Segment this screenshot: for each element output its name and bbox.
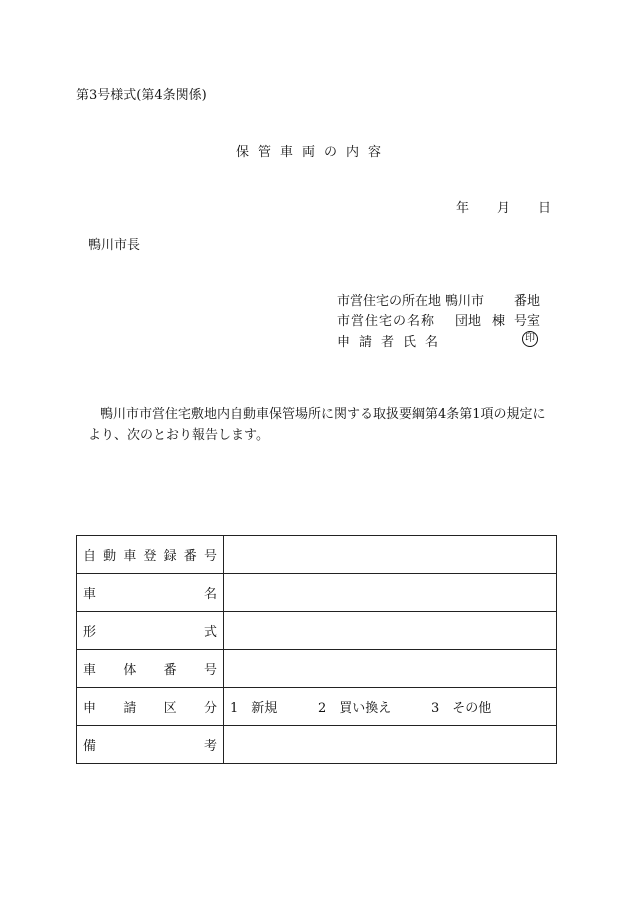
label-char: 名 — [203, 587, 217, 602]
label-char: 車 — [123, 549, 137, 564]
label-char: 号 — [203, 549, 217, 564]
chassis-number-value[interactable] — [224, 650, 557, 688]
remarks-label — [77, 726, 224, 764]
date-year: 年 — [456, 201, 470, 216]
label-char: 車 — [83, 663, 97, 678]
housing-location-label: 市営住宅の所在地 — [337, 294, 442, 309]
label-char: 考 — [203, 739, 217, 754]
form-number: 第3号様式(第4条関係) — [76, 88, 207, 103]
car-name-label — [77, 574, 224, 612]
application-type-options — [224, 688, 557, 726]
housing-location-suffix: 番地 — [514, 294, 541, 309]
model-label — [77, 612, 224, 650]
date-day: 日 — [538, 201, 552, 216]
label-char: 自 — [83, 549, 97, 564]
table-row — [77, 688, 557, 726]
option-replacement[interactable]: 2 買い換え — [318, 701, 392, 716]
label-char: 備 — [83, 739, 97, 754]
row-label-text — [83, 583, 217, 602]
table-row — [77, 726, 557, 764]
registration-number-value[interactable] — [224, 536, 557, 574]
label-char: 申 — [83, 701, 97, 716]
date-line — [456, 197, 551, 216]
body-text: 鴨川市市営住宅敷地内自動車保管場所に関する取扱要綱第4条第1項の規定により、次のとおり報告します。 — [88, 407, 546, 443]
table-row — [77, 536, 557, 574]
label-char: 区 — [163, 701, 177, 716]
housing-location-city: 鴨川市 — [445, 294, 485, 309]
label-char: 動 — [103, 549, 117, 564]
label-char: 車 — [83, 587, 97, 602]
car-name-value[interactable] — [224, 574, 557, 612]
chassis-number-label — [77, 650, 224, 688]
housing-name-danchi: 団地 — [455, 314, 482, 329]
application-type-label — [77, 688, 224, 726]
date-month: 月 — [497, 201, 511, 216]
table-row — [77, 612, 557, 650]
label-char: 形 — [83, 625, 97, 640]
row-label-text — [83, 697, 217, 716]
label-char: 録 — [163, 549, 177, 564]
row-label-text — [83, 621, 217, 640]
addressee: 鴨川市長 — [88, 238, 141, 253]
label-char: 請 — [123, 701, 137, 716]
label-char: 体 — [123, 663, 137, 678]
housing-name-building: 棟 — [492, 314, 506, 329]
model-value[interactable] — [224, 612, 557, 650]
label-char: 号 — [203, 663, 217, 678]
label-char: 番 — [183, 549, 197, 564]
option-other[interactable]: 3 その他 — [431, 701, 492, 716]
table-row — [77, 574, 557, 612]
remarks-value[interactable] — [224, 726, 557, 764]
row-label-text — [83, 735, 217, 754]
housing-name-room: 号室 — [514, 314, 541, 329]
label-char: 式 — [203, 625, 217, 640]
table-row — [77, 650, 557, 688]
document-title: 保管車両の内容 — [236, 145, 391, 160]
row-label-text — [83, 659, 217, 678]
label-char: 番 — [163, 663, 177, 678]
row-label-text — [83, 545, 217, 564]
registration-number-label — [77, 536, 224, 574]
label-char: 登 — [143, 549, 157, 564]
housing-name-label: 市営住宅の名称 — [337, 314, 436, 329]
applicant-name-label: 申請者氏名 — [337, 335, 448, 350]
vehicle-details-table — [76, 535, 557, 764]
label-char: 分 — [203, 701, 217, 716]
option-new[interactable]: 1 新規 — [230, 701, 278, 716]
seal-mark: 印 — [522, 331, 538, 347]
